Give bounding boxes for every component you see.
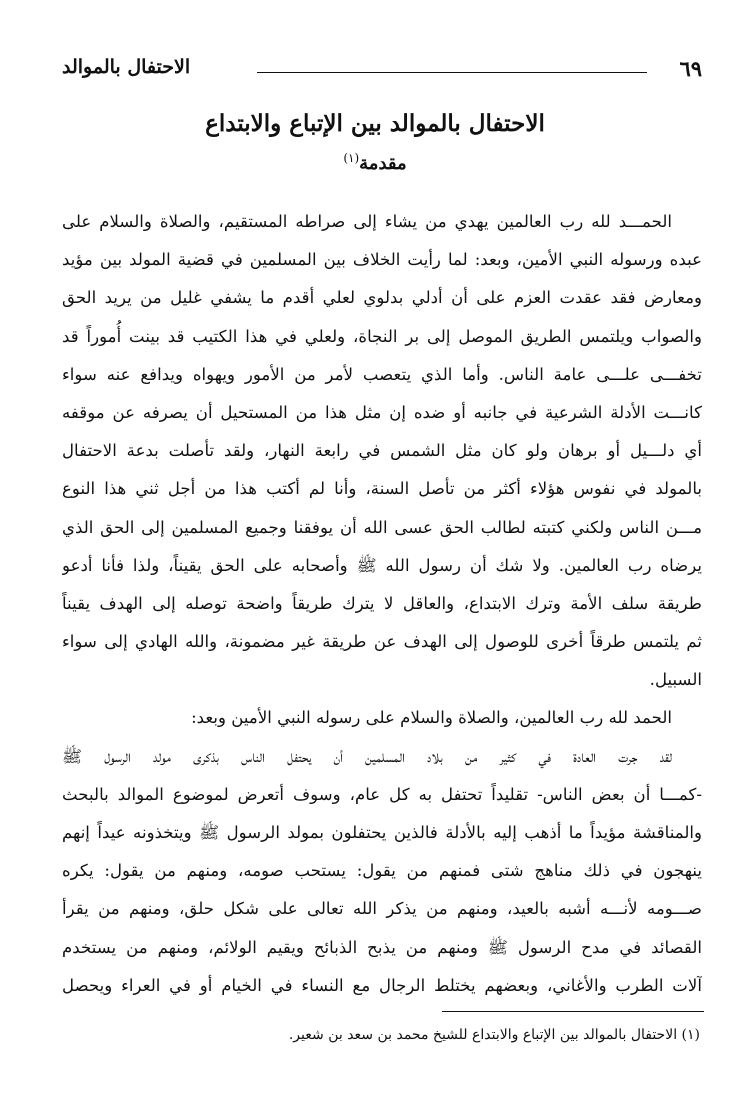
subtitle-text: مقدمة <box>359 153 407 174</box>
page-header <box>62 56 702 86</box>
text-line: والمناقشة مؤيداً ما أذهب إليه بالأدلة فالذين يحتفلون بمولد الرسول ﷺ ويتخذونه عيداً إنهم <box>62 823 702 842</box>
section-subtitle <box>0 151 750 174</box>
text-line: يرضاه رب العالمين. ولا شك أن رسول الله ﷺ وأصحابه على الحق يقيناً، ولذا فأنا أدعو <box>62 555 702 575</box>
text-line: لقد جرت العادة في كثير من بلاد المسلمين أن يحتفل الناس بذكرى مولد الرسول ﷺ <box>62 746 672 766</box>
text-line: كانـــت الأدلة الشرعية في جانبه أو ضده إن مثل هذا من المستحيل أن يصرفه عن موقفه <box>62 402 702 422</box>
text-line: والصواب ويلتمس الطريق الموصل إلى بر النجاة، ولعلي في هذا الكتيب قد بينت أُموراً قد <box>62 326 702 346</box>
text-line: القصائد في مدح الرسول ﷺ ومنهم من يذبح الذبائح ويقيم الولائم، ومنهم من يستخدم <box>62 937 702 957</box>
running-title: الاحتفال بالموالد <box>62 56 191 78</box>
text-line: ومعارض فقد عقدت العزم على أن أدلي بدلوي لعلي أقدم ما يشفي غليل من يريد الحق <box>62 288 702 308</box>
body-text <box>62 203 702 1005</box>
text-line: السبيل. <box>649 670 702 690</box>
text-line: آلات الطرب والأغاني، وبعضهم يختلط الرجال مع النساء في الخيام أو في العراء ويحصل <box>62 975 702 995</box>
page-number: ٦٩ <box>679 56 702 81</box>
text-line: طريقة سلف الأمة وترك الابتداع، والعاقل لا يترك طريقاً واضحة توصله إلى الهدف يقيناً <box>62 593 702 613</box>
header-rule <box>257 72 647 73</box>
text-line: ثم يلتمس طرقاً أخرى للوصول إلى الهدف عن طريقة غير مضمونة، والله الهادي إلى سواء <box>62 632 702 652</box>
text-line: تخفـــى علـــى عامة الناس. وأما الذي يتعصب لأمر من الأمور ويهواه ويدافع عنه سواء <box>62 364 702 384</box>
text-line: بالمولد في نفوس هؤلاء أكثر من تأصل السنة، وأنا لم أكتب هذا من أجل ثني هذا النوع <box>62 479 702 499</box>
text-line: الحمـــد لله رب العالمين يهدي من يشاء إلى صراطه المستقيم، والصلاة والسلام على <box>62 212 672 231</box>
text-line: مـــن الناس ولكني كتبته لطالب الحق عسى الله أن يوفقنا وجميع المسلمين إلى الحق الذي <box>62 517 702 537</box>
text-line: -كمـــا أن بعض الناس- تقليداً تحتفل به كل عام، وسوف أتعرض لموضوع الموالد بالبحث <box>62 784 702 804</box>
footnote-reference: (١) <box>343 151 360 165</box>
footnote: (١) الاحتفال بالموالد بين الإتباع والابتداع للشيخ محمد بن سعد بن شعير. <box>288 1027 700 1043</box>
footnote-separator <box>442 1011 704 1012</box>
text-line: ينهجون في ذلك مناهج شتى فمنهم من يقول: يستحب صومه، ومنهم من يقول: يكره <box>62 861 702 881</box>
chapter-title: الاحتفال بالموالد بين الإتباع والابتداع <box>205 110 545 137</box>
text-line: أي دلـــيل أو برهان ولو كان مثل الشمس في رابعة النهار، ولقد تأصلت بدعة الاحتفال <box>62 441 702 461</box>
text-line: صـــومه لأنـــه أشبه بالعيد، ومنهم من يذكر الله تعالى على شكل حلق، ومنهم من يقرأ <box>62 899 702 919</box>
text-line: عبده ورسوله النبي الأمين، وبعد: لما رأيت الخلاف بين المسلمين في قضية المولد بين مؤيد <box>62 250 702 270</box>
text-line: الحمد لله رب العالمين، والصلاة والسلام على رسوله النبي الأمين وبعد: <box>191 708 672 728</box>
